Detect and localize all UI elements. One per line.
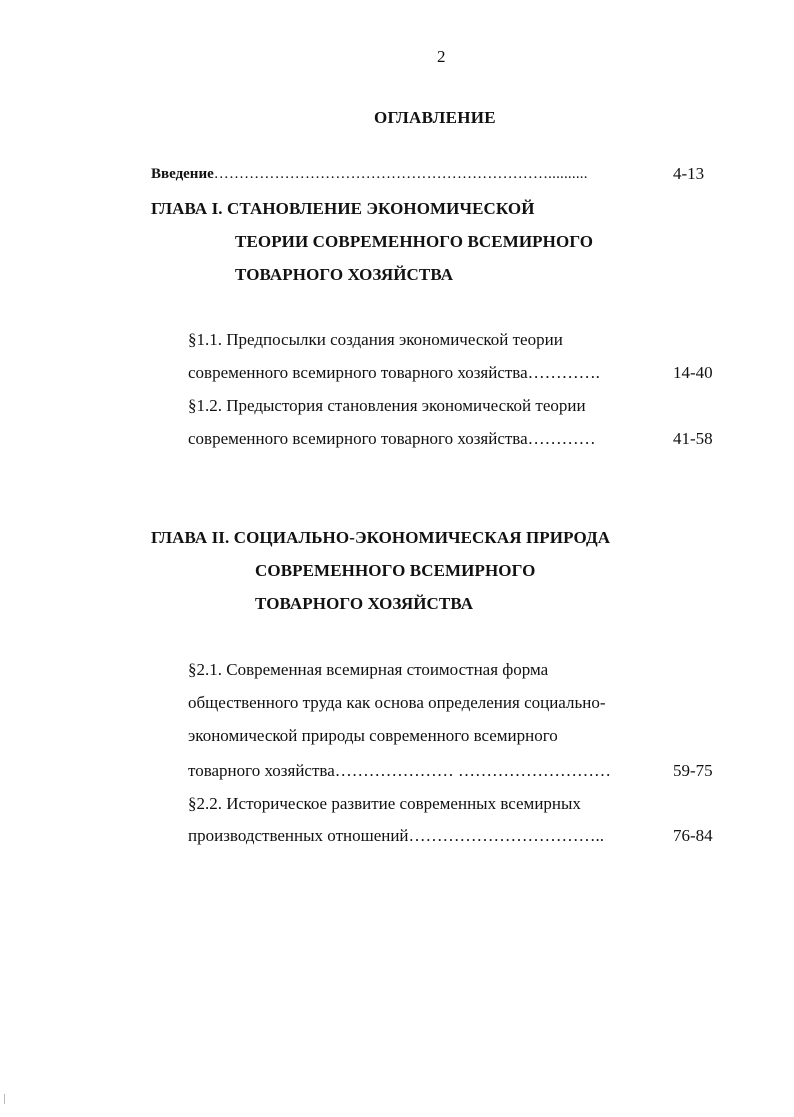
- toc-entry-introduction[interactable]: [151, 165, 588, 183]
- section-1-1-line: §1.1. Предпосылки создания экономической теории: [188, 330, 563, 349]
- chapter-2-heading-line: ТОВАРНОГО ХОЗЯЙСТВА: [255, 594, 474, 613]
- section-2-1-line: товарного хозяйства………………… ………………………: [188, 761, 612, 780]
- section-1-2-line: современного всемирного товарного хозяйства…………: [188, 429, 596, 448]
- section-1-2-line: §1.2. Предыстория становления экономической теории: [188, 396, 586, 415]
- section-2-1-line: экономической природы современного всемирного: [188, 726, 558, 745]
- chapter-1-heading-line: ГЛАВА I. СТАНОВЛЕНИЕ ЭКОНОМИЧЕСКОЙ: [151, 199, 535, 218]
- section-2-1-line: общественного труда как основа определения социально-: [188, 693, 606, 712]
- introduction-label: Введение: [151, 166, 214, 182]
- section-1-2-pages: 41-58: [673, 429, 713, 448]
- section-1-1-line: современного всемирного товарного хозяйства………….: [188, 363, 600, 382]
- chapter-2-heading-line: ГЛАВА II. СОЦИАЛЬНО-ЭКОНОМИЧЕСКАЯ ПРИРОДА: [151, 528, 611, 547]
- section-2-2-pages: 76-84: [673, 826, 713, 845]
- introduction-pages: 4-13: [673, 164, 705, 183]
- chapter-1-heading-line: ТОВАРНОГО ХОЗЯЙСТВА: [235, 265, 454, 284]
- section-2-1-line: §2.1. Современная всемирная стоимостная форма: [188, 660, 549, 679]
- section-2-2-line: §2.2. Историческое развитие современных всемирных: [188, 794, 581, 813]
- section-2-2-line: производственных отношений……………………………..: [188, 826, 605, 845]
- chapter-1-heading-line: ТЕОРИИ СОВРЕМЕННОГО ВСЕМИРНОГО: [235, 232, 594, 251]
- chapter-2-heading-line: СОВРЕМЕННОГО ВСЕМИРНОГО: [255, 561, 536, 580]
- toc-title: ОГЛАВЛЕНИЕ: [374, 108, 496, 127]
- page-number: 2: [437, 47, 446, 66]
- section-1-1-pages: 14-40: [673, 363, 713, 382]
- section-2-1-pages: 59-75: [673, 761, 713, 780]
- scan-edge-mark: [4, 1094, 5, 1104]
- dot-leader: …………………………………………………………..........: [213, 166, 588, 182]
